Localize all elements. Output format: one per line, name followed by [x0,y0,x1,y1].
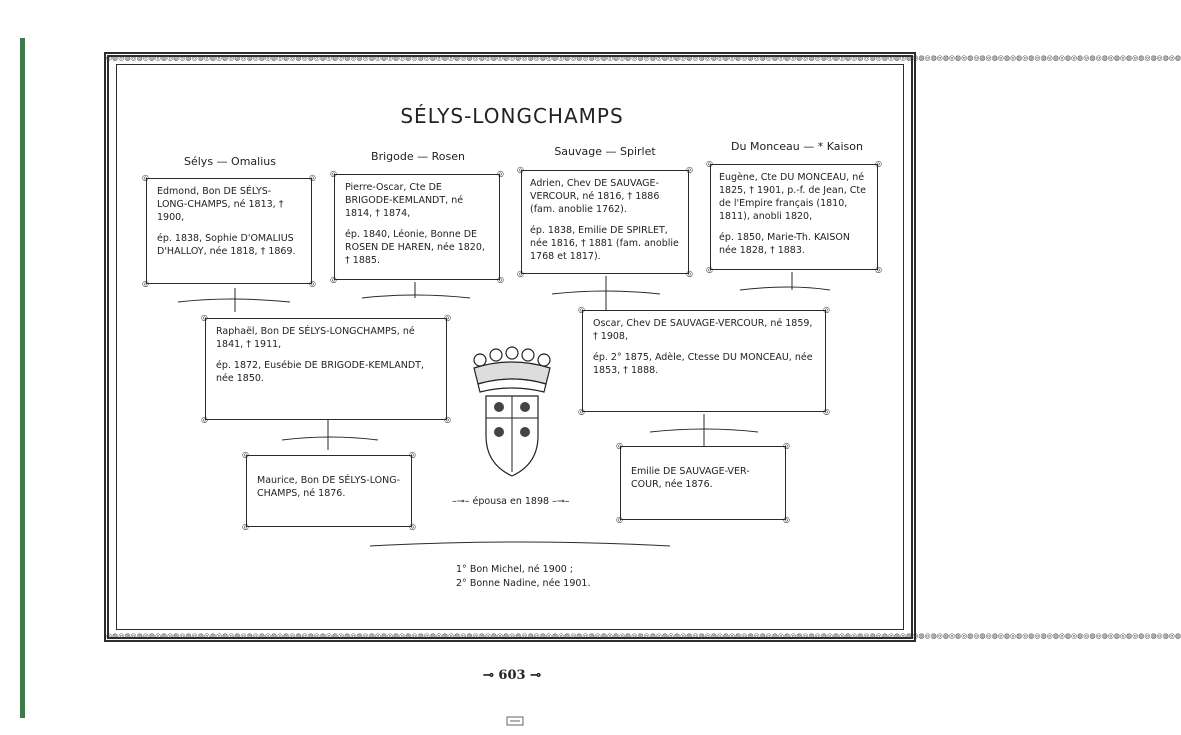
person-text: Raphaël, Bon DE SÉLYS-LONGCHAMPS, né 1841, † 1911, [216,326,415,350]
heading-sauvage-spirlet: Sauvage — Spirlet [554,145,656,158]
marriage-note [452,496,570,507]
ornament-border-top: ◎◍◎◍◎◍◎◍◎◍◎◍◎◍◎◍◎◍◎◍◎◍◎◍◎◍◎◍◎◍◎◍◎◍◎◍◎◍◎◍◎◍◎◍◎◍◎◍◎◍◎◍◎◍◎◍◎◍◎◍◎◍◎◍◎◍◎◍◎◍◎◍◎◍◎◍◎◍◎◍◎◍◎◍◎◍◎◍◎◍◎◍◎◍◎◍◎◍◎◍◎◍◎◍◎◍◎◍◎◍◎◍◎◍◎◍◎◍◎◍◎◍◎◍◎◍◎◍◎◍◎◍◎◍◎◍◎◍◎◍◎◍◎◍◎◍◎◍◎◍◎◍◎◍◎◍◎◍◎◍◎◍◎◍◎◍◎◍◎◍◎◍◎◍◎◍ [106,54,1181,62]
genealogy-box-raphael-eusebie: ◎ ◎ ◎ ◎ Raphaël, Bon DE SÉLYS-LONGCHAMPS, né 1841, † 1911, ép. 1872, Eusébie DE BRIGODE-KEMLANDT, née 1850. [201,313,451,424]
person-text: Pierre-Oscar, Cte DE BRIGODE-KEMLANDT, né 1814, † 1874, [345,182,464,219]
spouse-text: ép. 1850, Marie-Th. KAISON née 1828, † 1883. [719,232,850,256]
ornament-left-icon: –⊸– [452,496,470,507]
ornament-left-icon: ⊸ [483,668,499,683]
ornament-border-bottom: ◎◍◎◍◎◍◎◍◎◍◎◍◎◍◎◍◎◍◎◍◎◍◎◍◎◍◎◍◎◍◎◍◎◍◎◍◎◍◎◍◎◍◎◍◎◍◎◍◎◍◎◍◎◍◎◍◎◍◎◍◎◍◎◍◎◍◎◍◎◍◎◍◎◍◎◍◎◍◎◍◎◍◎◍◎◍◎◍◎◍◎◍◎◍◎◍◎◍◎◍◎◍◎◍◎◍◎◍◎◍◎◍◎◍◎◍◎◍◎◍◎◍◎◍◎◍◎◍◎◍◎◍◎◍◎◍◎◍◎◍◎◍◎◍◎◍◎◍◎◍◎◍◎◍◎◍◎◍◎◍◎◍◎◍◎◍◎◍◎◍◎◍◎◍◎◍ [106,632,1181,640]
person-text: Oscar, Chev DE SAUVAGE-VERCOUR, né 1859, † 1908, [593,318,813,342]
spouse-text: ép. 1840, Léonie, Bonne DE ROSEN DE HAREN, née 1820, † 1885. [345,229,485,266]
heading-dumonceau-kaison: Du Monceau — * Kaison [731,140,863,153]
genealogy-box-brigode-rosen: ◎ ◎ ◎ ◎ Pierre-Oscar, Cte DE BRIGODE-KEMLANDT, né 1814, † 1874, ép. 1840, Léonie, Bonne DE ROSEN DE HAREN, née 1820, † 1885. [330,169,504,284]
spouse-text: ép. 2° 1875, Adèle, Ctesse DU MONCEAU, née 1853, † 1888. [593,352,813,376]
page-title: SÉLYS-LONGCHAMPS [400,104,624,128]
genealogy-box-oscar-adele: ◎ ◎ ◎ ◎ Oscar, Chev DE SAUVAGE-VERCOUR, né 1859, † 1908, ép. 2° 1875, Adèle, Ctesse DU MONCEAU, née 1853, † 1888. [578,305,830,416]
person-text: Maurice, Bon DE SÉLYS-LONG-CHAMPS, né 1876. [257,475,401,499]
genealogy-box-emilie: ◎ ◎ ◎ ◎ Emilie DE SAUVAGE-VER-COUR, née 1876. [616,441,790,524]
genealogy-box-maurice: ◎ ◎ ◎ ◎ Maurice, Bon DE SÉLYS-LONG-CHAMPS, né 1876. [242,450,416,531]
person-text: Edmond, Bon DE SÉLYS-LONG-CHAMPS, né 1813, † 1900, [157,186,284,223]
marriage-text: épousa en 1898 [472,496,550,507]
page-number [0,668,1024,683]
heading-selys-omalius: Sélys — Omalius [184,155,276,168]
ornament-right-icon: –⊸– [552,496,570,507]
person-text: Adrien, Chev DE SAUVAGE-VERCOUR, né 1816, † 1886 (fam. anoblie 1762). [530,178,660,215]
heading-brigode-rosen: Brigode — Rosen [371,150,465,163]
genealogy-box-selys-omalius: ◎ ◎ ◎ ◎ Edmond, Bon DE SÉLYS-LONG-CHAMPS, né 1813, † 1900, ép. 1838, Sophie D'OMALIUS D'HALLOY, née 1818, † 1869. [142,173,316,288]
genealogy-box-dumonceau-kaison: ◎ ◎ ◎ ◎ Eugène, Cte DU MONCEAU, né 1825, † 1901, p.-f. de Jean, Cte de l'Empire français (1810, 1811), anobli 1820, ép. 1850, Marie-Th. KAISON née 1828, † 1883. [706,159,882,274]
printer-mark-icon [506,716,524,726]
child-nadine: 2° Bonne Nadine, née 1901. [456,578,591,589]
spouse-text: ép. 1838, Sophie D'OMALIUS D'HALLOY, née 1818, † 1869. [157,233,296,257]
genealogy-box-sauvage-spirlet: ◎ ◎ ◎ ◎ Adrien, Chev DE SAUVAGE-VERCOUR, né 1816, † 1886 (fam. anoblie 1762). ép. 1838, Emilie DE SPIRLET, née 1816, † 1881 (fam. anoblie 1768 et 1817). [517,165,693,278]
coat-of-arms-icon [466,346,558,480]
spouse-text: ép. 1872, Eusébie DE BRIGODE-KEMLANDT, née 1850. [216,360,425,384]
child-michel: 1° Bon Michel, né 1900 ; [456,564,574,575]
person-text: Eugène, Cte DU MONCEAU, né 1825, † 1901, p.-f. de Jean, Cte de l'Empire français (1810, 1811), anobli 1820, [719,172,866,222]
person-text: Emilie DE SAUVAGE-VER-COUR, née 1876. [631,466,750,490]
spouse-text: ép. 1838, Emilie DE SPIRLET, née 1816, † 1881 (fam. anoblie 1768 et 1817). [530,225,679,262]
page-number-text: 603 [498,668,526,683]
ornament-right-icon: ⊸ [525,668,541,683]
